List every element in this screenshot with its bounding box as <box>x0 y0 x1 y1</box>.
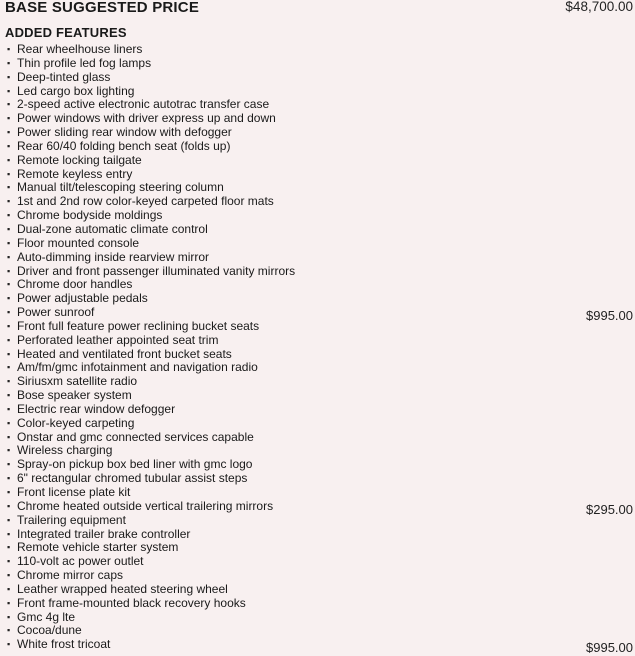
feature-item <box>0 458 635 472</box>
bullet-icon: ▪ <box>7 542 11 553</box>
feature-label: Perforated leather appointed seat trim <box>17 332 219 347</box>
feature-label: Remote vehicle starter system <box>17 540 179 555</box>
feature-item <box>0 361 635 375</box>
bullet-icon: ▪ <box>7 196 11 207</box>
feature-item <box>0 71 635 85</box>
feature-label: Power sliding rear window with defogger <box>17 125 232 140</box>
feature-item <box>0 112 635 126</box>
bullet-icon: ▪ <box>7 334 11 345</box>
feature-price: $995.00 <box>586 640 633 656</box>
feature-label: Manual tilt/telescoping steering column <box>17 180 224 195</box>
feature-label: Trailering equipment <box>17 512 126 527</box>
bullet-icon: ▪ <box>7 390 11 401</box>
feature-label: White frost tricoat <box>17 637 111 652</box>
bullet-icon: ▪ <box>7 445 11 456</box>
bullet-icon: ▪ <box>7 556 11 567</box>
bullet-icon: ▪ <box>7 639 11 650</box>
feature-label: 6" rectangular chromed tubular assist steps <box>17 471 248 486</box>
feature-item <box>0 403 635 417</box>
feature-label: Integrated trailer brake controller <box>17 526 191 541</box>
feature-label: Am/fm/gmc infotainment and navigation radio <box>17 360 258 375</box>
feature-label: Chrome bodyside moldings <box>17 208 163 223</box>
feature-item <box>0 292 635 306</box>
bullet-icon: ▪ <box>7 265 11 276</box>
feature-item <box>0 237 635 251</box>
bullet-icon: ▪ <box>7 528 11 539</box>
feature-label: Floor mounted console <box>17 235 140 250</box>
feature-item <box>0 126 635 140</box>
feature-label: Driver and front passenger illuminated vanity mirrors <box>17 263 296 278</box>
feature-item <box>0 472 635 486</box>
feature-price: $295.00 <box>586 501 633 517</box>
feature-label: Remote keyless entry <box>17 166 133 181</box>
bullet-icon: ▪ <box>7 583 11 594</box>
feature-item <box>0 278 635 292</box>
bullet-icon: ▪ <box>7 113 11 124</box>
bullet-icon: ▪ <box>7 348 11 359</box>
bullet-icon: ▪ <box>7 417 11 428</box>
feature-label: Auto-dimming inside rearview mirror <box>17 249 210 264</box>
feature-label: Chrome heated outside vertical trailering mirrors <box>17 498 274 513</box>
bullet-icon: ▪ <box>7 140 11 151</box>
feature-item <box>0 209 635 223</box>
bullet-icon: ▪ <box>7 251 11 262</box>
feature-item <box>0 85 635 99</box>
feature-item <box>0 486 635 500</box>
feature-item <box>0 98 635 112</box>
bullet-icon: ▪ <box>7 473 11 484</box>
feature-item <box>0 154 635 168</box>
feature-item <box>0 431 635 445</box>
feature-label: Front full feature power reclining bucket seats <box>17 318 260 333</box>
feature-item <box>0 528 635 542</box>
feature-label: Power windows with driver express up and down <box>17 111 276 126</box>
feature-item <box>0 444 635 458</box>
bullet-icon: ▪ <box>7 597 11 608</box>
feature-item <box>0 168 635 182</box>
feature-item <box>0 305 635 324</box>
feature-label: Rear 60/40 folding bench seat (folds up) <box>17 138 231 153</box>
feature-item <box>0 223 635 237</box>
bullet-icon: ▪ <box>7 307 11 318</box>
feature-item <box>0 320 635 334</box>
bullet-icon: ▪ <box>7 403 11 414</box>
feature-item <box>0 541 635 555</box>
feature-item <box>0 265 635 279</box>
bullet-icon: ▪ <box>7 85 11 96</box>
bullet-icon: ▪ <box>7 71 11 82</box>
feature-label: Leather wrapped heated steering wheel <box>17 581 228 596</box>
feature-label: Siriusxm satellite radio <box>17 374 138 389</box>
feature-item <box>0 611 635 625</box>
feature-item <box>0 375 635 389</box>
feature-label: Deep-tinted glass <box>17 69 111 84</box>
feature-label: Front frame-mounted black recovery hooks <box>17 595 246 610</box>
feature-label: Bose speaker system <box>17 388 132 403</box>
feature-label: Cocoa/dune <box>17 623 82 638</box>
bullet-icon: ▪ <box>7 431 11 442</box>
bullet-icon: ▪ <box>7 223 11 234</box>
feature-label: Power adjustable pedals <box>17 291 148 306</box>
feature-item <box>0 334 635 348</box>
feature-item <box>0 597 635 611</box>
bullet-icon: ▪ <box>7 210 11 221</box>
feature-item <box>0 514 635 528</box>
feature-label: Color-keyed carpeting <box>17 415 135 430</box>
bullet-icon: ▪ <box>7 293 11 304</box>
feature-item <box>0 583 635 597</box>
bullet-icon: ▪ <box>7 362 11 373</box>
feature-label: Remote locking tailgate <box>17 152 142 167</box>
bullet-icon: ▪ <box>7 570 11 581</box>
feature-item <box>0 624 635 638</box>
feature-item <box>0 569 635 583</box>
bullet-icon: ▪ <box>7 182 11 193</box>
added-features-title: ADDED FEATURES <box>5 25 127 40</box>
feature-label: Onstar and gmc connected services capable <box>17 429 254 444</box>
bullet-icon: ▪ <box>7 127 11 138</box>
feature-item <box>0 417 635 431</box>
bullet-icon: ▪ <box>7 279 11 290</box>
added-features-list <box>0 42 635 656</box>
bullet-icon: ▪ <box>7 237 11 248</box>
feature-item <box>0 637 635 656</box>
bullet-icon: ▪ <box>7 154 11 165</box>
feature-item <box>0 57 635 71</box>
bullet-icon: ▪ <box>7 459 11 470</box>
feature-label: 1st and 2nd row color-keyed carpeted floor mats <box>17 194 274 209</box>
feature-label: Chrome door handles <box>17 277 133 292</box>
feature-item <box>0 389 635 403</box>
feature-label: Front license plate kit <box>17 485 131 499</box>
feature-price: $995.00 <box>586 308 633 324</box>
feature-label: 110-volt ac power outlet <box>17 554 144 569</box>
bullet-icon: ▪ <box>7 99 11 110</box>
base-price-value: $48,700.00 <box>565 0 633 14</box>
feature-item <box>0 555 635 569</box>
feature-label: Thin profile led fog lamps <box>17 55 152 70</box>
feature-item <box>0 181 635 195</box>
bullet-icon: ▪ <box>7 168 11 179</box>
feature-label: Spray-on pickup box bed liner with gmc logo <box>17 457 253 472</box>
bullet-icon: ▪ <box>7 487 11 497</box>
bullet-icon: ▪ <box>7 514 11 525</box>
feature-label: Gmc 4g lte <box>17 609 76 624</box>
bullet-icon: ▪ <box>7 320 11 331</box>
bullet-icon: ▪ <box>7 625 11 636</box>
base-price-header <box>0 0 635 18</box>
feature-item <box>0 498 635 517</box>
feature-label: Power sunroof <box>17 305 95 320</box>
bullet-icon: ▪ <box>7 500 11 511</box>
feature-item <box>0 195 635 209</box>
bullet-icon: ▪ <box>7 44 11 54</box>
feature-item <box>0 251 635 265</box>
feature-label: Heated and ventilated front bucket seats <box>17 346 232 361</box>
feature-item <box>0 348 635 362</box>
feature-label: Dual-zone automatic climate control <box>17 221 208 236</box>
feature-label: Chrome mirror caps <box>17 568 124 583</box>
bullet-icon: ▪ <box>7 57 11 68</box>
bullet-icon: ▪ <box>7 376 11 387</box>
feature-label: Rear wheelhouse liners <box>17 42 143 56</box>
feature-label: Led cargo box lighting <box>17 83 135 98</box>
bullet-icon: ▪ <box>7 611 11 622</box>
feature-item <box>0 43 635 57</box>
feature-item <box>0 140 635 154</box>
base-price-title: BASE SUGGESTED PRICE <box>5 0 200 16</box>
feature-label: Electric rear window defogger <box>17 401 176 416</box>
feature-label: Wireless charging <box>17 443 113 458</box>
feature-label: 2-speed active electronic autotrac transfer case <box>17 97 270 112</box>
